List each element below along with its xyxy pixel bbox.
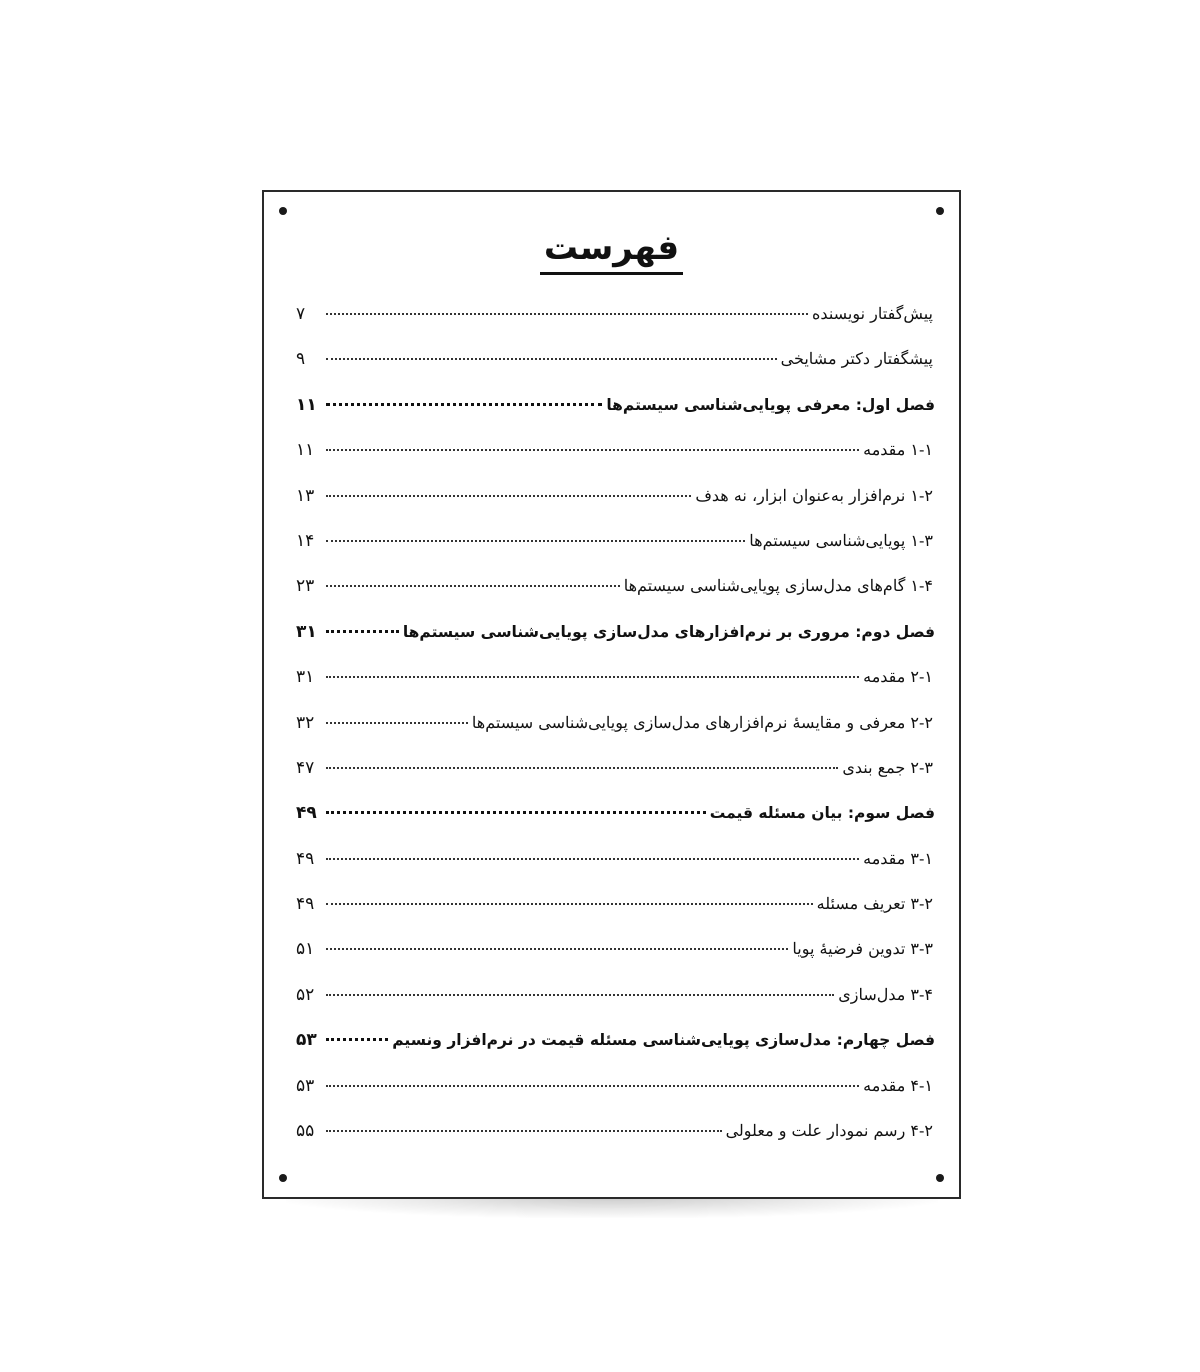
toc-entry — [296, 939, 935, 984]
dot-leader — [326, 1085, 859, 1087]
dot-leader — [326, 722, 468, 724]
corner-dot-top-right — [936, 207, 944, 215]
toc-page-number: ۴۹ — [296, 894, 315, 915]
toc-page-number: ۹ — [296, 349, 306, 370]
toc-entry — [296, 486, 935, 531]
toc-entry — [296, 849, 935, 894]
dot-leader — [326, 811, 706, 814]
dot-leader — [326, 358, 777, 360]
toc-page-number: ۵۵ — [296, 1121, 315, 1142]
dot-leader — [326, 403, 602, 406]
toc-page-number: ۷ — [296, 304, 306, 324]
dot-leader — [326, 903, 813, 905]
toc-chapter-entry — [296, 1030, 935, 1075]
toc-entry — [296, 985, 935, 1030]
dot-leader — [326, 1038, 388, 1041]
toc-chapter-entry — [296, 622, 935, 667]
dot-leader — [326, 495, 691, 497]
toc-page — [262, 190, 961, 1199]
dot-leader — [326, 676, 859, 678]
corner-dot-top-left — [279, 207, 287, 215]
toc-entry — [296, 758, 935, 803]
toc-entry — [296, 440, 935, 485]
toc-chapter-entry — [296, 803, 935, 848]
toc-page-number: ۱۴ — [296, 530, 315, 551]
dot-leader — [326, 948, 788, 950]
toc-page-number: ۱۱ — [296, 394, 317, 415]
toc-page-number: ۵۱ — [296, 939, 315, 960]
toc-entry-label: ۴-۱ مقدمه — [863, 1075, 933, 1095]
dot-leader — [326, 313, 808, 315]
toc-page-number: ۴۹ — [296, 803, 317, 824]
toc-chapter-entry — [296, 395, 935, 440]
dot-leader — [326, 858, 859, 860]
toc-page-number: ۱۳ — [296, 485, 315, 506]
toc-entry — [296, 531, 935, 576]
toc-entry-label: فصل دوم: مروری بر نرم‌افزارهای مدل‌سازی پویایی‌شناسی سیستم‌ها — [402, 622, 935, 641]
dot-leader — [326, 1130, 722, 1132]
toc-entry-label: فصل اول: معرفی پویایی‌شناسی سیستم‌ها — [606, 395, 935, 414]
toc-page-number: ۴۷ — [296, 757, 315, 778]
toc-list — [296, 304, 935, 1166]
dot-leader — [326, 767, 838, 769]
toc-entry-label: ۲-۲ معرفی و مقایسهٔ نرم‌افزارهای مدل‌سازی پویایی‌شناسی سیستم‌ها — [471, 712, 933, 732]
dot-leader — [326, 585, 620, 587]
toc-entry — [296, 894, 935, 939]
toc-entry — [296, 304, 935, 349]
toc-entry-label: ۱-۴ گام‌های مدل‌سازی پویایی‌شناسی سیستم‌ها — [623, 576, 933, 596]
toc-entry-label: ۲-۱ مقدمه — [863, 667, 933, 687]
toc-entry — [296, 349, 935, 394]
toc-entry-label: ۱-۳ پویایی‌شناسی سیستم‌ها — [749, 530, 933, 550]
toc-entry-label: ۳-۴ مدل‌سازی — [838, 984, 933, 1004]
page-title — [264, 226, 959, 275]
toc-page-number: ۳۱ — [296, 621, 317, 642]
card-shadow — [286, 1196, 938, 1218]
toc-entry — [296, 667, 935, 712]
toc-page-number: ۱۱ — [296, 440, 315, 461]
toc-entry-label: پیش‌گفتار نویسنده — [812, 304, 933, 323]
toc-page-number: ۵۲ — [296, 984, 315, 1005]
toc-entry-label: ۱-۱ مقدمه — [863, 440, 933, 460]
toc-page-number: ۳۲ — [296, 712, 315, 733]
toc-entry — [296, 576, 935, 621]
dot-leader — [326, 449, 859, 451]
toc-entry-label: فصل سوم: بیان مسئله قیمت — [709, 804, 935, 823]
toc-entry-label: ۱-۲ نرم‌افزار به‌عنوان ابزار، نه هدف — [695, 485, 933, 505]
page-title-text: فهرست — [540, 226, 683, 275]
toc-page-number: ۲۳ — [296, 576, 315, 597]
dot-leader — [326, 540, 745, 542]
corner-dot-bottom-left — [279, 1174, 287, 1182]
toc-entry — [296, 713, 935, 758]
toc-page-number: ۵۳ — [296, 1030, 317, 1051]
toc-entry-label: ۳-۱ مقدمه — [863, 848, 933, 868]
toc-entry-label: ۳-۲ تعریف مسئله — [816, 894, 933, 914]
toc-page-number: ۵۳ — [296, 1075, 315, 1096]
toc-entry-label: ۳-۳ تدوین فرضیهٔ پویا — [792, 939, 933, 959]
corner-dot-bottom-right — [936, 1174, 944, 1182]
toc-entry — [296, 1076, 935, 1121]
toc-page-number: ۴۹ — [296, 848, 315, 869]
toc-entry-label: پیشگفتار دکتر مشایخی — [780, 349, 933, 369]
dot-leader — [326, 630, 399, 633]
toc-entry-label: ۲-۳ جمع بندی — [842, 757, 933, 777]
toc-entry — [296, 1121, 935, 1166]
dot-leader — [326, 994, 834, 996]
toc-page-number: ۳۱ — [296, 667, 315, 688]
toc-entry-label: ۴-۲ رسم نمودار علت و معلولی — [725, 1121, 933, 1141]
toc-entry-label: فصل چهارم: مدل‌سازی پویایی‌شناسی مسئله قیمت در نرم‌افزار ونسیم — [392, 1031, 935, 1050]
